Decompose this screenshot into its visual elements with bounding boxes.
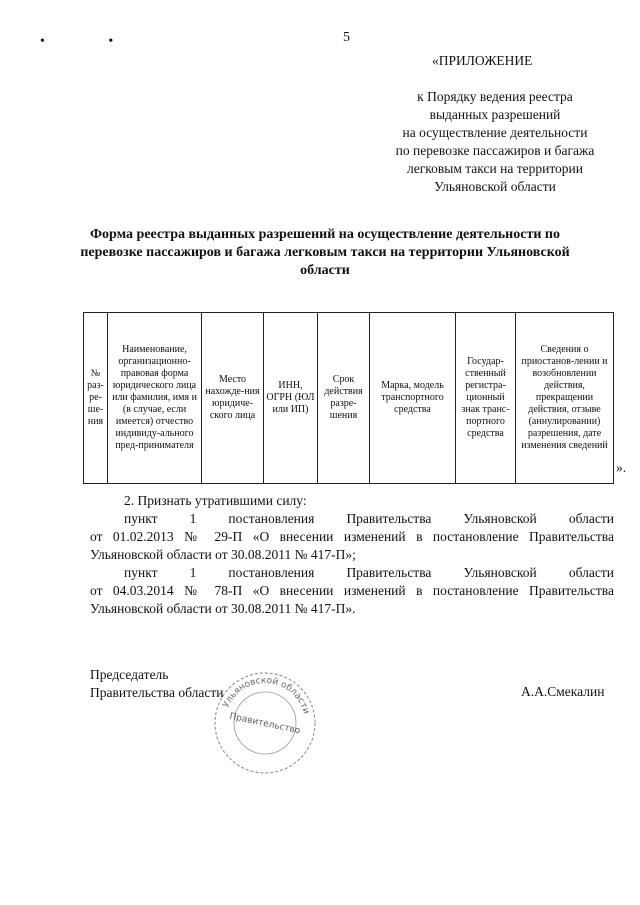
closing-quote: ». — [616, 460, 627, 475]
word: постановления — [228, 511, 315, 526]
registry-table-wrapper — [83, 312, 614, 484]
word: пункт — [124, 565, 158, 580]
corner-marks: • • — [40, 34, 144, 49]
appendix-header — [380, 52, 610, 196]
column-header: Место нахожде-ния юридиче-ского лица — [202, 313, 264, 484]
official-seal-stamp — [210, 668, 320, 778]
registry-form-table — [83, 312, 614, 484]
signatory-name: А.А.Смекалин — [521, 684, 605, 699]
seal-center-text: Правительство — [228, 711, 302, 737]
signatory-title — [90, 666, 223, 702]
column-header: № раз-ре-ше-ния — [84, 313, 108, 484]
appendix-line: Ульяновской области — [434, 179, 556, 194]
appendix-line: к Порядку ведения реестра — [417, 89, 573, 104]
section-heading: 2. Признать утратившими силу: — [124, 493, 307, 508]
word: 1 — [189, 565, 197, 580]
word: области — [568, 565, 614, 580]
column-header: Марка, модель транспортного средства — [370, 313, 456, 484]
form-title: Форма реестра выданных разрешений на осуществление деятельности по перевозке пассажиров и багажа легковым такси на территории Ульяновской области — [80, 227, 570, 278]
word: пункт — [124, 511, 158, 526]
word: Правительства — [346, 511, 432, 526]
item1-text: от 01.02.2013 № 29-П «О внесении изменений в постановление Правительства Ульяновской области от 30.08.2011 № 417-П»; — [90, 529, 614, 562]
word: постановления — [228, 565, 315, 580]
appendix-line: на осуществление деятельности — [402, 125, 588, 140]
column-header: Государ-ственный регистра-ционный знак транс-портного средства — [456, 313, 516, 484]
item2-text: от 04.03.2014 № 78-П «О внесении изменений в постановление Правительства Ульяновской области от 30.08.2011 № 417-П». — [90, 583, 614, 616]
word: Правительства — [346, 565, 432, 580]
document-body — [90, 492, 614, 618]
seal-ring-text: Ульяновской области — [221, 675, 311, 716]
column-header: Наименование, организационно-правовая форма юридического лица или фамилия, имя и (в случае, если имеется) отчество индивиду-ального пред-принимателя — [108, 313, 202, 484]
column-header: Срок действия разре-шения — [318, 313, 370, 484]
page-number: 5 — [343, 30, 350, 45]
word: Ульяновской — [463, 511, 537, 526]
table-header-row — [84, 313, 614, 484]
signatory-line2: Правительства области — [90, 685, 224, 700]
appendix-line: по перевозке пассажиров и багажа — [395, 143, 595, 158]
word: области — [568, 511, 614, 526]
column-header: ИНН, ОГРН (ЮЛ или ИП) — [264, 313, 318, 484]
item2-first-line — [90, 564, 614, 582]
appendix-line: выданных разрешений — [429, 107, 561, 122]
item1-first-line — [90, 510, 614, 528]
signatory-line1: Председатель — [90, 667, 169, 682]
column-header: Сведения о приостанов-лении и возобновлении действия, прекращении действия, отзыве (аннулировании) разрешения, дате изменения сведений — [516, 313, 614, 484]
appendix-line: легковым такси на территории — [406, 161, 583, 176]
word: 1 — [189, 511, 197, 526]
word: Ульяновской — [463, 565, 537, 580]
appendix-title: «ПРИЛОЖЕНИЕ — [432, 53, 533, 68]
